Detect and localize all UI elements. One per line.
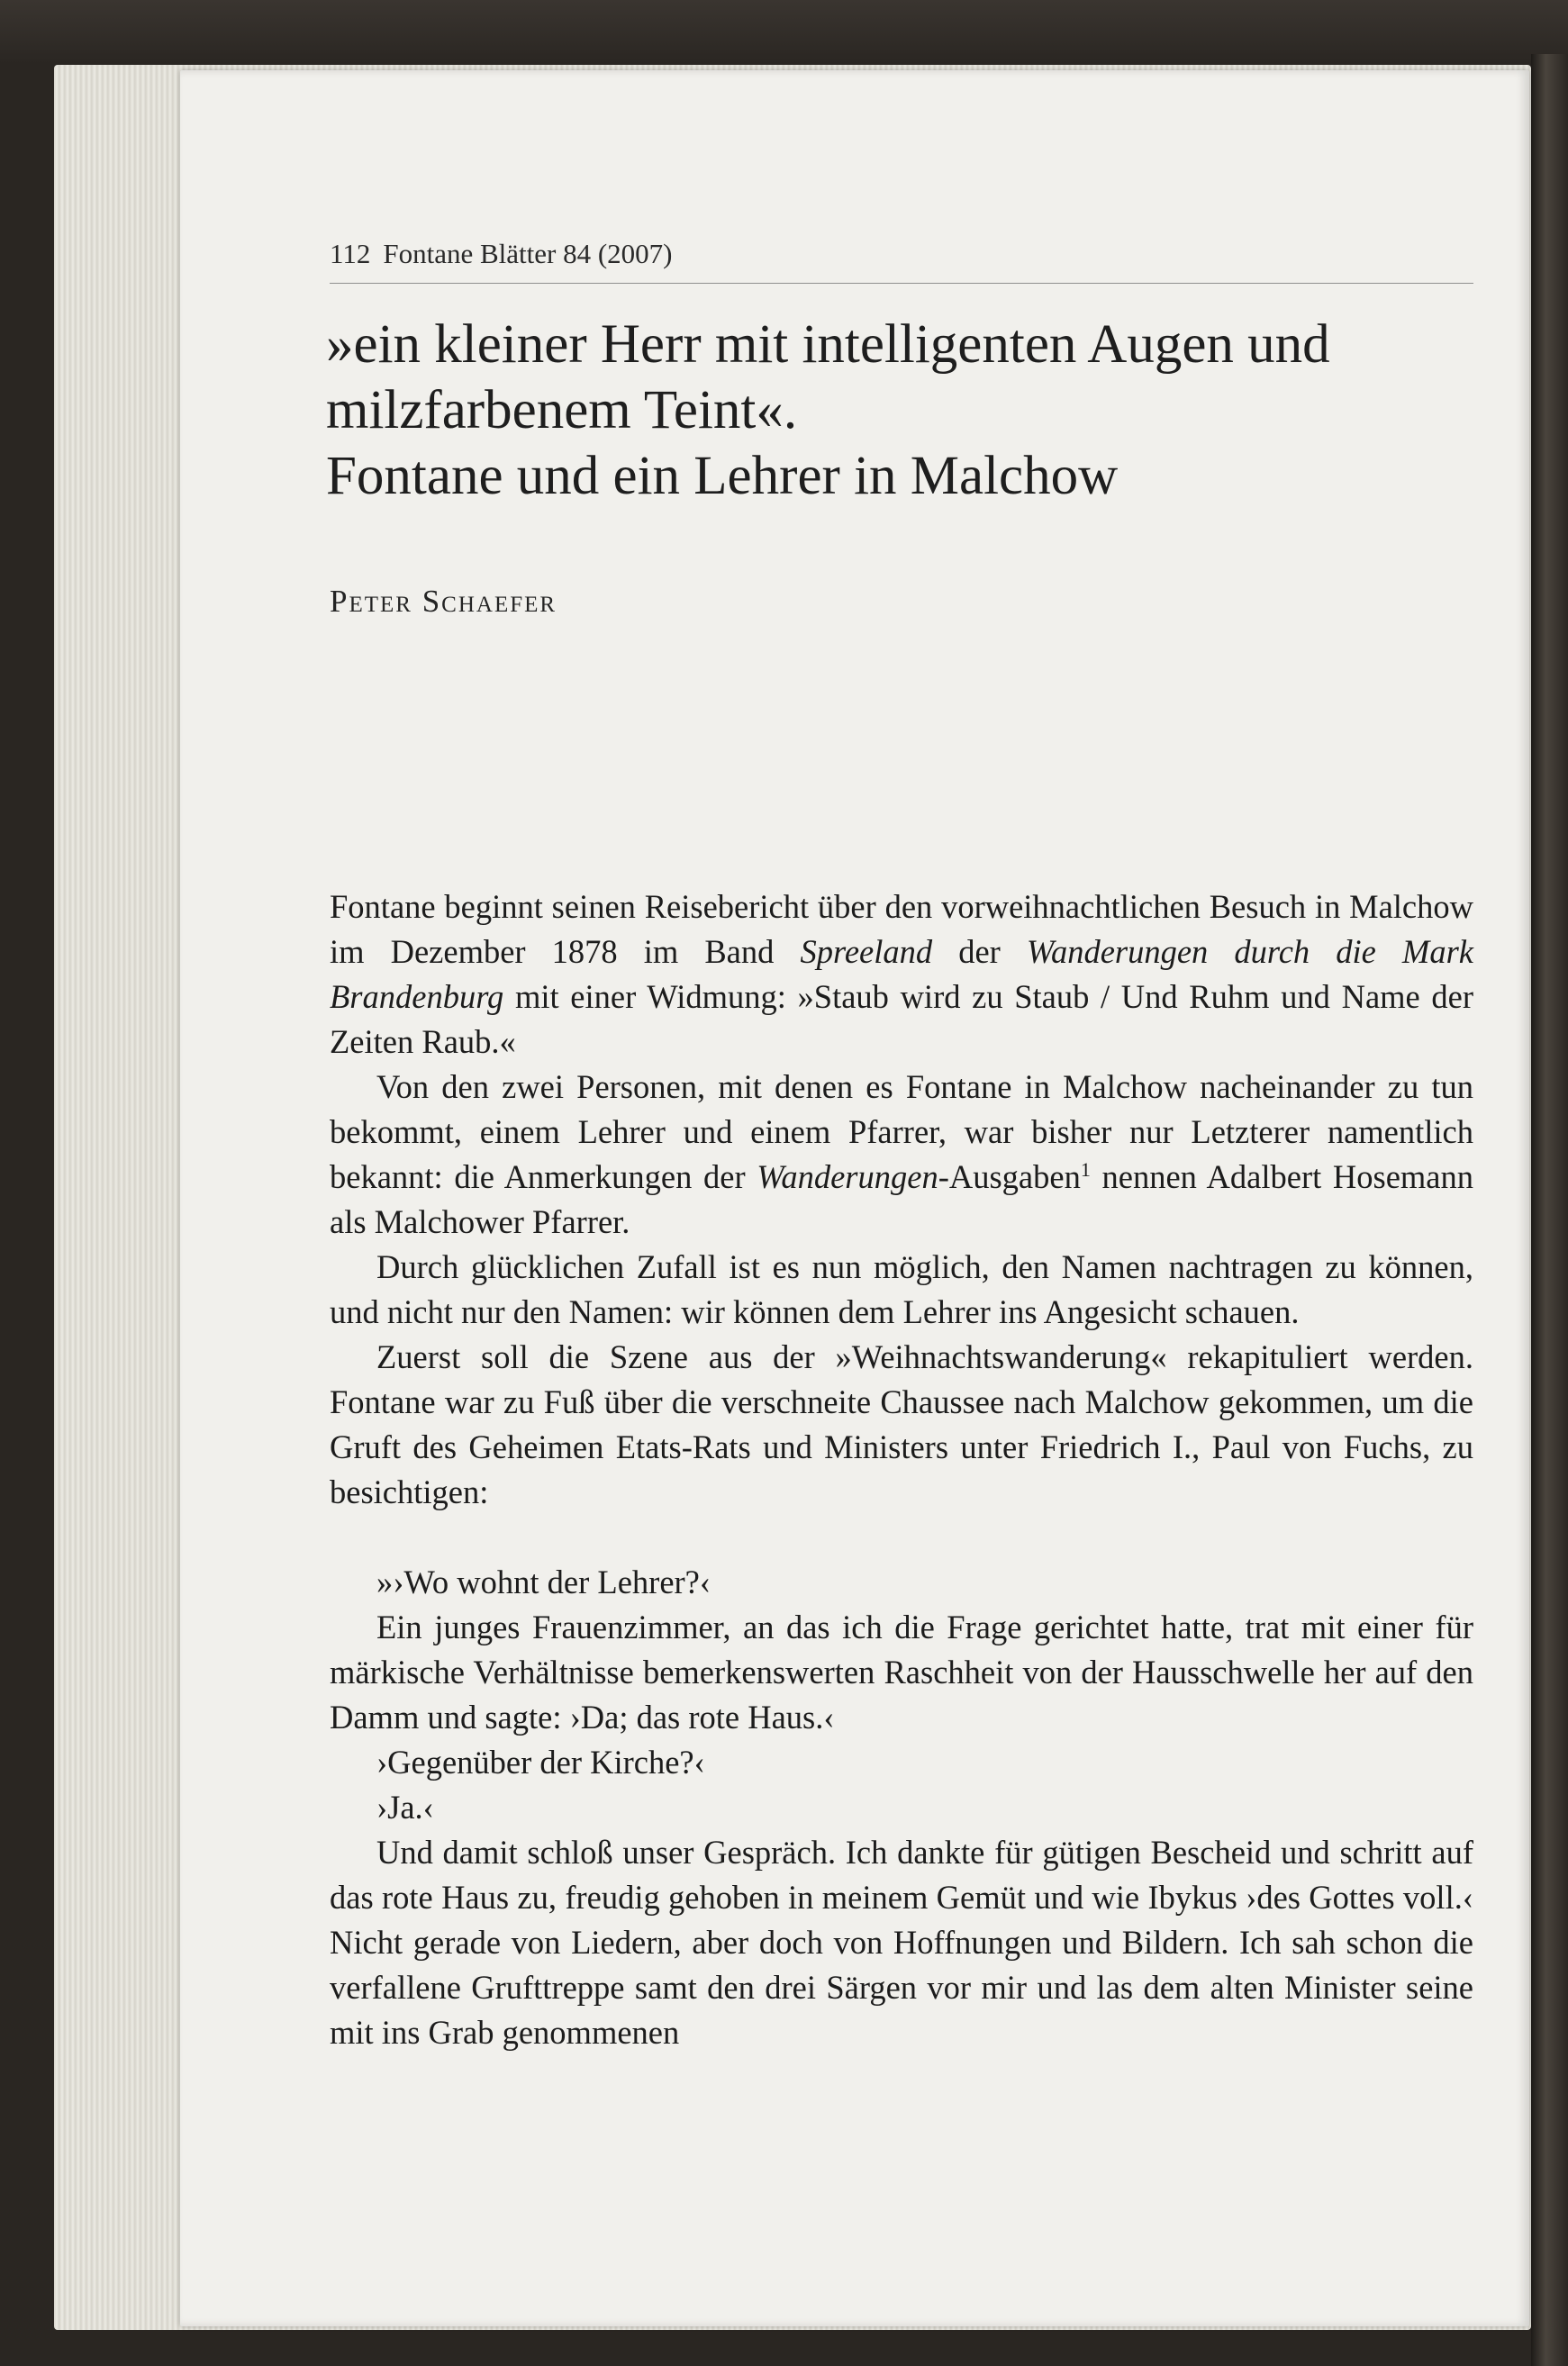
p1-text-e: mit einer Widmung: »Staub wird zu Staub / Und Ruhm und Name der Zeiten Raub.« — [330, 978, 1473, 1060]
running-head — [330, 238, 1473, 284]
p2-text-c: -Ausgaben — [938, 1158, 1081, 1195]
p1-italic-wanderungen: Wanderungen durch die Mark Brandenburg — [330, 933, 1473, 1015]
page-number: 112 — [330, 238, 371, 269]
title-line-3: Fontane und ein Lehrer in Malchow — [326, 446, 1119, 506]
quote-line-3: ›Gegenüber der Kirche?‹ — [376, 1744, 705, 1781]
quote-paragraph-2: Ein junges Frauenzimmer, an das ich die Frage gerichtet hatte, trat mit einer für märkische Verhältnisse bemerkenswerten Raschheit von der Hausschwelle her auf den Damm und sagte: ›Da; das rote Haus.‹ — [330, 1609, 1473, 1736]
scan-background-top — [0, 0, 1568, 65]
paragraph-4: Zuerst soll die Szene aus der »Weihnachtswanderung« rekapituliert werden. Fontane war zu Fuß über die verschneite Chaussee nach Malchow gekommen, um die Gruft des Geheimen Etats-Rats und Ministers unter Friedrich I., Paul von Fuchs, zu besichtigen: — [330, 1338, 1473, 1510]
paragraph-1 — [330, 884, 1473, 1065]
p1-text-a: Fontane beginnt seinen Reisebericht über den vorweihnachtlichen Besuch in Malchow im Dezember 1878 im Band — [330, 888, 1473, 970]
quote-paragraph-5: Und damit schloß unser Gespräch. Ich dankte für gütigen Bescheid und schritt auf das rote Haus zu, freudig gehoben in meinem Gemüt und wie Ibykus ›des Gottes voll.‹ Nicht gerade von Liedern, aber doch von Hoffnungen und Bildern. Ich sah schon die verfallene Grufttreppe samt den drei Särgen vor mir und las dem alten Minister seine mit ins Grab genommenen — [330, 1834, 1473, 2051]
footnote-marker: 1 — [1080, 1157, 1091, 1181]
paragraph-2 — [330, 1065, 1473, 1245]
quote-line-4: ›Ja.‹ — [376, 1789, 434, 1826]
article-title — [326, 312, 1488, 509]
quote-line-1: »›Wo wohnt der Lehrer?‹ — [376, 1564, 711, 1600]
p1-text-c: der — [932, 933, 1027, 970]
p2-italic-wanderungen: Wanderungen — [757, 1158, 938, 1195]
p2-text-d: nennen Adalbert Hosemann als Malchower Pfarrer. — [330, 1158, 1473, 1240]
journal-citation: Fontane Blätter 84 (2007) — [383, 238, 673, 269]
book-spine-edge — [1531, 54, 1568, 2366]
author-name: Peter Schaefer — [330, 584, 557, 619]
p1-italic-spreeland: Spreeland — [800, 933, 933, 970]
p2-text-a: Von den zwei Personen, mit denen es Fontane in Malchow nacheinander zu tun bekommt, einem Lehrer und einem Pfarrer, war bisher nur Letzterer namentlich bekannt: die Anmerkungen der — [330, 1068, 1473, 1195]
paragraph-3: Durch glücklichen Zufall ist es nun möglich, den Namen nachtragen zu können, und nicht nur den Namen: wir können dem Lehrer ins Angesicht schauen. — [330, 1248, 1473, 1330]
title-line-2: milzfarbenem Teint«. — [326, 380, 798, 440]
title-line-1: »ein kleiner Herr mit intelligenten Augen und — [326, 314, 1330, 375]
article-body — [330, 884, 1473, 2055]
